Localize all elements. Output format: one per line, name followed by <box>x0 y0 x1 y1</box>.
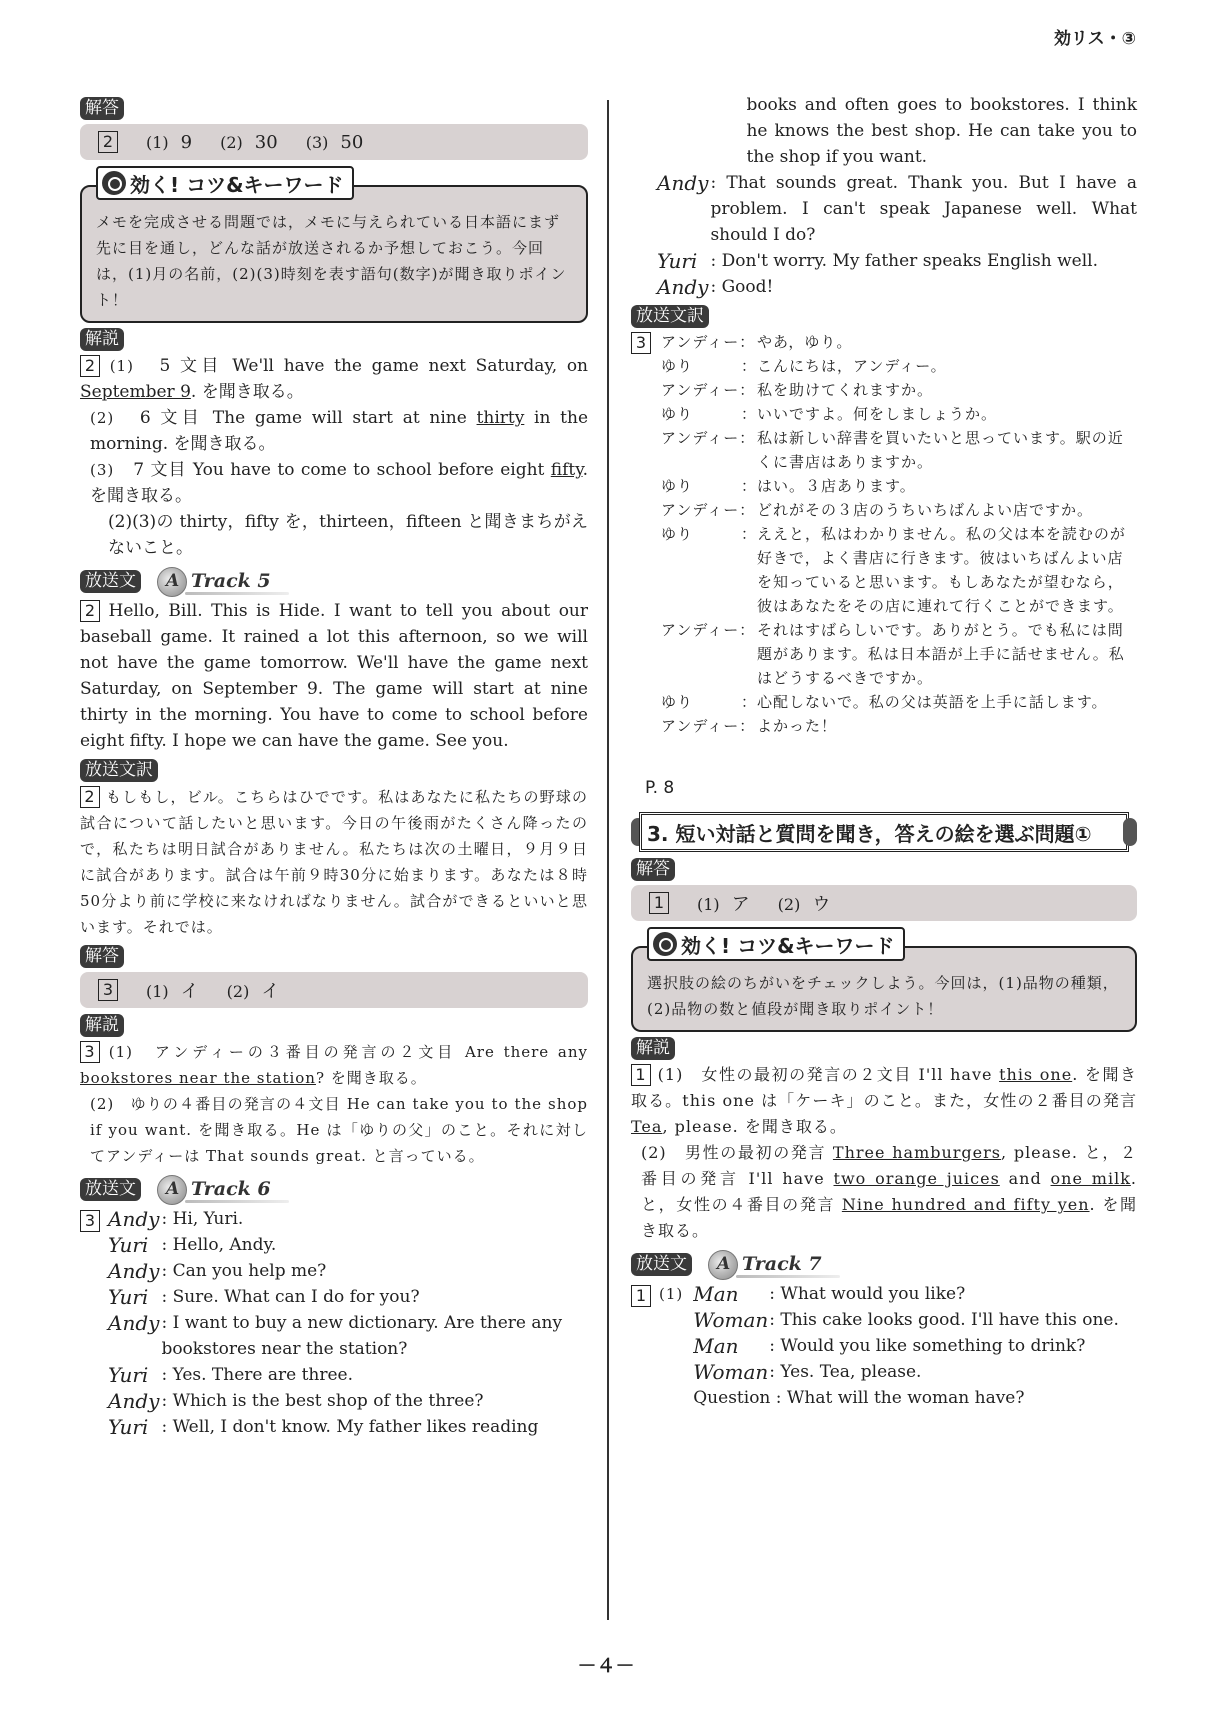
question-label: Question <box>693 1388 771 1408</box>
track-badge: A Track 6 <box>157 1174 289 1204</box>
right-column <box>631 92 1137 1411</box>
track-badge: A Track 7 <box>708 1249 840 1279</box>
scroll-end-right <box>1123 818 1137 846</box>
kotsu-title: 効く! コツ&キーワード <box>130 172 344 197</box>
kotsu-text: 選択肢の絵のちがいをチェックしよう。今回は，(1)品物の種類，(2)品物の数と値段が聞き取りポイント！ <box>631 946 1137 1032</box>
translation-tag: 放送文訳 <box>80 759 158 782</box>
question-text: What will the woman have? <box>786 1388 1025 1408</box>
explanation-2: 2 (1) 5 文目 We'll have the game next Saturday, on September 9. を聞き取る。 (2) 6 文目 The game will start at nine thirty in the morning. を聞き取る。 (3) 7 文目 You have to come to school before eight fifty. を聞き取る。 (2)(3)の thirty，fifty を，thirteen，fifteen と聞きまちがえないこと。 <box>80 356 588 558</box>
broadcast-tag: 放送文 <box>631 1253 692 1276</box>
script-3-continued: books and often goes to bookstores. I think he knows the best shop. He can take you to the shop if you want. Andy : That sounds great. Thank you. But I have a problem. I can't speak Japanese well. What should I do? Yuri : Don't worry. My father speaks English well. Andy : Good! <box>657 95 1138 299</box>
answer-value: 30 <box>254 131 278 153</box>
translation-3: 3 アンディー： やあ，ゆり。 ゆり ： こんにちは，アンディー。 アンディー： 私を助けてくれますか。 ゆり ： いいですよ。何をしましょうか。 アンディー： 私は新しい辞書を買いたいと思っています。駅の近くに書店はありますか。 ゆり ： はい。３店あります。 アンディー： どれがその３店のうちいちばんよい店ですか。 ゆり ： ええと，私はわかりません。私の父は本を読むのが好きで，よく書店に行きます。彼はいちばんよい店を知っていると思います。もしあなたが望むなら，彼はあなたをその店に連れて行くことができます。 アンディー： それはすばらしいです。ありがとう。でも私には問題があります。私は日本語が上手に話せません。私はどうするべきですか。 ゆり ： 心配しないで。私の父は英語を上手に話します。 アンディー： よかった！ <box>631 330 1137 738</box>
page-number: －４－ <box>577 1655 635 1677</box>
magnifier-icon <box>653 932 677 956</box>
answer-value: ウ <box>812 894 831 915</box>
kotsu-text: メモを完成させる問題では，メモに与えられている日本語にまず先に目を通し，どんな話が放送されるか予想しておこう。今回は，(1)月の名前，(2)(3)時刻を表す語句(数字)が聞き取りポイント！ <box>80 185 588 323</box>
answer-bar-3: 3 (1) イ (2) イ <box>80 972 588 1008</box>
section-title-bar <box>631 812 1137 852</box>
script-3: 3 Andy : Hi, Yuri. Yuri : Hello, Andy. Andy : Can you help me? Yuri : Sure. What can I do for you? Andy : I want to buy a new dictionary. Are there any bookstores near the station? Yuri : Yes. There are three. Andy : Which is the best shop of the three? Yuri : Well, I don't know. My father likes reading <box>80 1206 588 1440</box>
magnifier-icon <box>102 171 126 195</box>
script-2: 2 Hello, Bill. This is Hide. I want to tell you about our baseball game. It rained a lot this afternoon, so we will not have the game tomorrow. We'll have the game next Saturday, on September 9. The game will start at nine thirty in the morning. You have to come to school before eight fifty. I hope we can have the game. See you. <box>80 601 589 751</box>
translation-tag: 放送文訳 <box>631 305 709 328</box>
explanation-3: 3 (1) アンディーの３番目の発言の２文目 Are there any bookstores near the station? を聞き取る。 (2) ゆりの４番目の発言の４文目 He can take you to the shop if you want. を聞き取る。He は「ゆりの父」のこと。それに対してアンディーは That sounds great. と言っている。 <box>80 1042 588 1165</box>
answer-tag: 解答 <box>631 858 675 881</box>
question-number: 2 <box>98 131 118 153</box>
cd-icon <box>157 1175 187 1205</box>
column-divider <box>607 100 609 1620</box>
page-header: 効リス・③ <box>1053 29 1136 49</box>
explanation-tag: 解説 <box>631 1037 675 1060</box>
broadcast-tag: 放送文 <box>80 1178 141 1201</box>
broadcast-tag: 放送文 <box>80 570 141 593</box>
cd-icon <box>708 1250 738 1280</box>
kotsu-title: 効く! コツ&キーワード <box>681 933 895 958</box>
answer-value: 50 <box>340 131 364 153</box>
answer-bar-2: 2 (1) 9 (2) 30 (3) 50 <box>80 124 588 160</box>
cd-icon <box>157 567 187 597</box>
answer-value: 9 <box>180 131 193 153</box>
answer-tag: 解答 <box>80 945 124 968</box>
left-column <box>80 92 588 1440</box>
kotsu-keyword-box <box>80 166 588 323</box>
answer-value: イ <box>261 981 280 1002</box>
kotsu-keyword-box <box>631 927 1137 1032</box>
page-reference: P. 8 <box>645 778 675 798</box>
answer-value: ア <box>731 894 750 915</box>
answer-value: イ <box>180 981 199 1002</box>
answer-tag: 解答 <box>80 97 124 120</box>
explanation-tag: 解説 <box>80 328 124 351</box>
track-badge: A Track 5 <box>157 566 289 596</box>
explanation-tag: 解説 <box>80 1014 124 1037</box>
explanation-1: 1 (1) 女性の最初の発言の２文目 I'll have this one. を聞き取る。this one は「ケーキ」のこと。また，女性の２番目の発言 Tea, please. を聞き取る。 (2) 男性の最初の発言 Three hamburgers, please. と，２番目の発言 I'll have two orange juices and one milk. と，女性の４番目の発言 Nine hundred and fifty yen. を聞き取る。 <box>631 1065 1137 1240</box>
answer-bar-1: 1 (1) ア (2) ウ <box>631 885 1137 921</box>
section-title: 3. 短い対話と質問を聞き，答えの絵を選ぶ問題① <box>647 821 1092 846</box>
script-1: 1 (1) Man : What would you like? Woman : This cake looks good. I'll have this one. Man : Would you like something to drink? Woman : Yes. Tea, please. Question : What will the woman have? <box>631 1281 1137 1411</box>
translation-2: 2 もしもし，ビル。こちらはひでです。私はあなたに私たちの野球の試合について話したいと思います。今日の午後雨がたくさん降ったので，私たちは明日試合がありません。私たちは次の土曜日，９月９日に試合があります。試合は午前９時30分に始まります。あなたは８時50分より前に学校に来なければなりません。試合ができるといいと思います。それでは。 <box>80 787 588 936</box>
